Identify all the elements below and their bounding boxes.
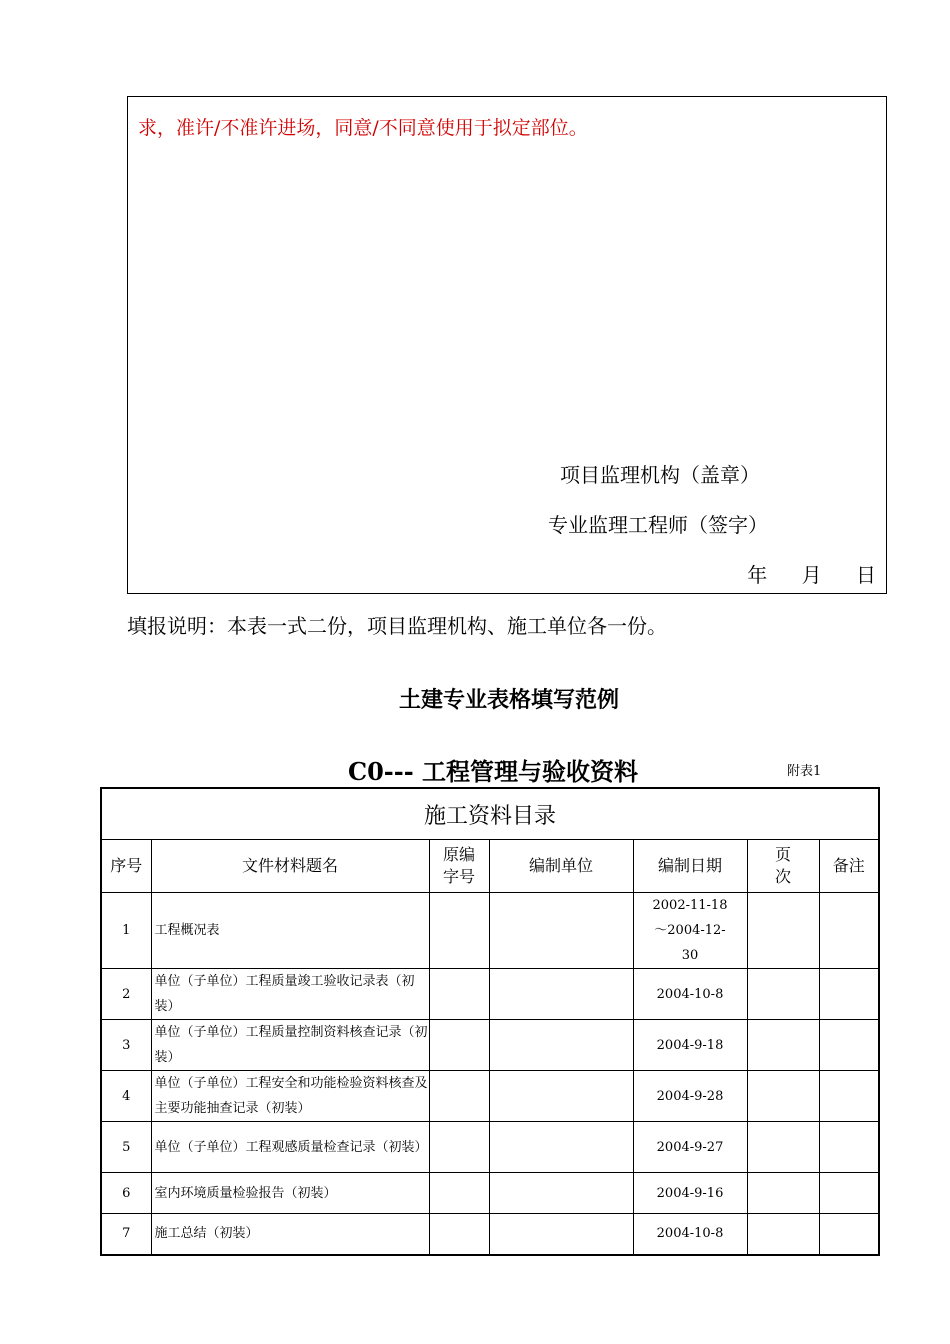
row-orig-no (429, 1214, 489, 1255)
row-date: 2004-9-18 (633, 1020, 747, 1071)
row-unit (489, 1122, 633, 1173)
row-unit (489, 1071, 633, 1122)
row-unit (489, 1173, 633, 1214)
row-no: 1 (101, 893, 151, 969)
approval-text: 求，准许/不准许进场，同意/不同意使用于拟定部位。 (138, 117, 588, 139)
row-title: 室内环境质量检验报告（初装） (151, 1173, 429, 1214)
row-title: 单位（子单位）工程安全和功能检验资料核查及主要功能抽查记录（初装） (151, 1071, 429, 1122)
engineer-signature-label: 专业监理工程师（签字） (548, 513, 768, 537)
row-title: 单位（子单位）工程观感质量检查记录（初装） (151, 1122, 429, 1173)
table-row (101, 1214, 879, 1255)
row-orig-no (429, 1122, 489, 1173)
row-date: 2004-10-8 (633, 1214, 747, 1255)
table-row (101, 969, 879, 1020)
row-no: 4 (101, 1071, 151, 1122)
col-header-remark: 备注 (819, 840, 879, 893)
row-title: 单位（子单位）工程质量控制资料核查记录（初装） (151, 1020, 429, 1071)
toc-caption: 施工资料目录 (101, 788, 879, 840)
table-row (101, 1020, 879, 1071)
table-row (101, 1173, 879, 1214)
row-remark (819, 1122, 879, 1173)
attachment-label: 附表1 (787, 764, 822, 779)
row-pages (747, 1020, 819, 1071)
row-orig-no (429, 1071, 489, 1122)
col-header-orig-no: 原编字号 (429, 840, 489, 893)
row-remark (819, 1071, 879, 1122)
row-date: 2004-9-16 (633, 1173, 747, 1214)
col-header-title: 文件材料题名 (151, 840, 429, 893)
org-stamp-label: 项目监理机构（盖章） (560, 463, 760, 487)
row-remark (819, 1214, 879, 1255)
row-unit (489, 1020, 633, 1071)
row-remark (819, 1173, 879, 1214)
col-header-unit: 编制单位 (489, 840, 633, 893)
row-orig-no (429, 893, 489, 969)
row-unit (489, 969, 633, 1020)
row-remark (819, 893, 879, 969)
col-header-date: 编制日期 (633, 840, 747, 893)
row-remark (819, 1020, 879, 1071)
year-label: 年 (747, 563, 768, 587)
row-date: 2002-11-18～2004-12-30 (633, 893, 747, 969)
section-title: C0--- 工程管理与验收资料 (348, 757, 639, 786)
row-no: 3 (101, 1020, 151, 1071)
row-no: 6 (101, 1173, 151, 1214)
row-unit (489, 1214, 633, 1255)
row-pages (747, 1122, 819, 1173)
row-pages (747, 893, 819, 969)
row-orig-no (429, 969, 489, 1020)
toc-header-row (101, 840, 879, 893)
row-date: 2004-9-28 (633, 1071, 747, 1122)
row-date: 2004-9-27 (633, 1122, 747, 1173)
col-header-pages: 页次 (747, 840, 819, 893)
row-remark (819, 969, 879, 1020)
row-date: 2004-10-8 (633, 969, 747, 1020)
row-no: 7 (101, 1214, 151, 1255)
date-line (747, 559, 876, 588)
row-orig-no (429, 1020, 489, 1071)
sample-title: 土建专业表格填写范例 (398, 687, 619, 713)
day-label: 日 (856, 563, 876, 587)
fill-note: 填报说明：本表一式二份，项目监理机构、施工单位各一份。 (127, 614, 667, 638)
approval-box (127, 96, 887, 594)
row-title: 施工总结（初装） (151, 1214, 429, 1255)
row-title: 工程概况表 (151, 893, 429, 969)
table-row (101, 1122, 879, 1173)
table-row (101, 893, 879, 969)
col-header-no: 序号 (101, 840, 151, 893)
row-unit (489, 893, 633, 969)
table-row (101, 1071, 879, 1122)
row-title: 单位（子单位）工程质量竣工验收记录表（初装） (151, 969, 429, 1020)
row-pages (747, 1173, 819, 1214)
row-pages (747, 1214, 819, 1255)
month-label: 月 (801, 563, 822, 587)
row-no: 2 (101, 969, 151, 1020)
row-pages (747, 969, 819, 1020)
row-pages (747, 1071, 819, 1122)
toc-table (100, 787, 880, 1256)
row-no: 5 (101, 1122, 151, 1173)
row-orig-no (429, 1173, 489, 1214)
